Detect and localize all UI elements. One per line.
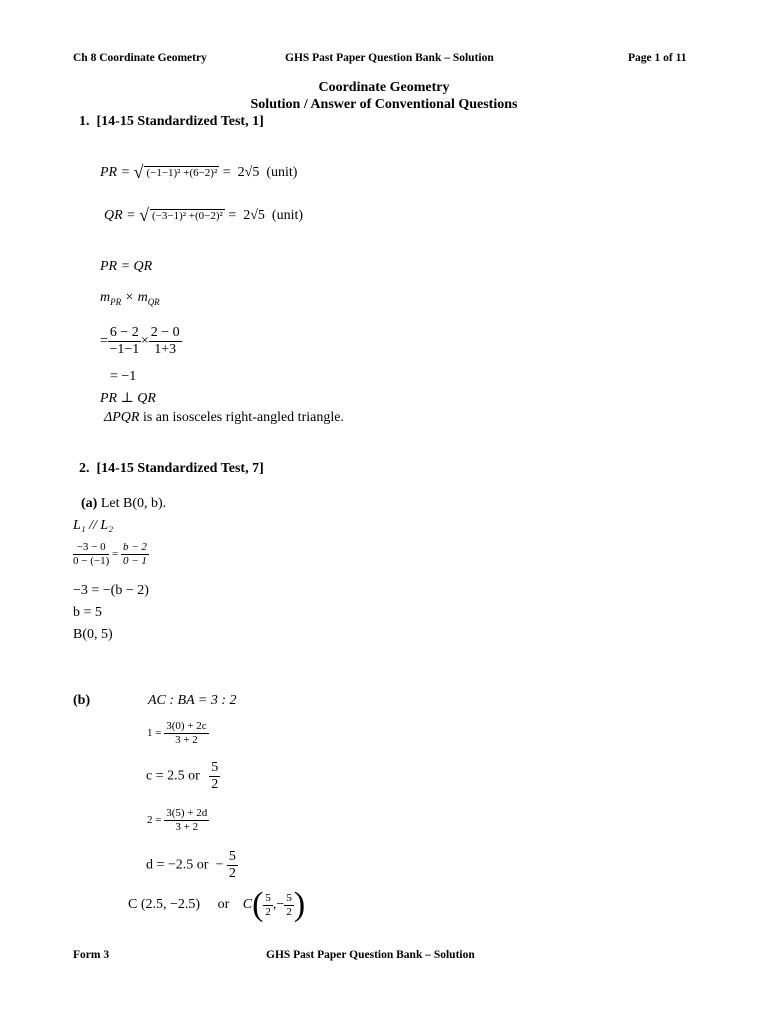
q2-d-frac-num: 5: [227, 849, 238, 866]
q1-pr-line: [100, 162, 297, 183]
q2-f2-num: b − 2: [122, 541, 147, 553]
question-1-heading: 1. [14-15 Standardized Test, 1]: [79, 114, 264, 129]
page-subtitle: Solution / Answer of Conventional Questions: [250, 97, 518, 112]
q1-triangle-name: ΔPQR: [104, 410, 140, 425]
q2-c-frac: [209, 760, 220, 793]
q2-d-num: 3(5) + 2d: [166, 807, 208, 819]
q2-final-answer: C (2.5, −2.5) or C( $\frac{5}{2}$ ,− $\frac{5}{2}$ ): [128, 886, 306, 923]
q2-part-a-label: (a): [81, 496, 98, 511]
sqrt-icon: √: [133, 162, 144, 182]
right-paren-icon: ): [293, 886, 306, 923]
q2-d-equation: [147, 807, 209, 833]
q1-slope-fractions: = $\frac{6 - 2}{-1-1}$ × $\frac{2 - 0}{1+3}$: [100, 325, 180, 358]
q2-final-c: C: [242, 897, 253, 912]
q2-final-x-den: 2: [265, 905, 271, 918]
footer-bank-title: GHS Past Paper Question Bank – Solution: [266, 949, 475, 961]
q2-d-frac-den: 2: [228, 866, 236, 882]
q1-fraction-1: [108, 325, 141, 358]
q1-slope-times: × m: [121, 290, 148, 305]
q1-perpendicular: PR ⊥ QR: [100, 391, 156, 406]
q1-slope-sub-pr: PR: [110, 296, 122, 307]
q2-c-lhs: 1 =: [147, 727, 162, 740]
q2-final-y-num: 5: [286, 891, 292, 904]
q2-c-num: 3(0) + 2c: [166, 720, 207, 732]
q2-step-3: B(0, 5): [73, 627, 113, 642]
q1-fraction-2: [149, 325, 182, 358]
q1-qr-unit: (unit): [271, 208, 304, 223]
q2-ratio: AC : BA = 3 : 2: [148, 693, 237, 708]
q2-d-frac: [227, 849, 238, 882]
q2-final-y-den: 2: [286, 905, 292, 918]
q2-d-fraction: [164, 807, 209, 833]
q1-qr-line: [104, 205, 303, 226]
q2-d-den: 3 + 2: [175, 820, 199, 833]
q2-slope-equation: $\frac{-3 - 0}{0 - (-1)}$ = $\frac{b - 2}{0 - 1}$: [73, 541, 147, 567]
q1-qr-result: = 2√5: [228, 208, 265, 223]
q1-pr-unit: (unit): [266, 165, 298, 180]
q2-part-b-label: (b): [73, 693, 91, 708]
q2-final-x: [263, 892, 273, 918]
q1-pr-equals-qr: PR = QR: [100, 259, 153, 274]
q1-slope-m1: m: [100, 290, 111, 305]
q2-c-fraction: [164, 720, 208, 746]
q1-qr-radicand: (−3−1)² +(0−2)²: [152, 210, 223, 222]
q1-qr-lhs: QR =: [104, 208, 140, 223]
q1-frac1-num: 6 − 2: [108, 325, 141, 342]
footer-form: Form 3: [73, 949, 110, 961]
q2-parallel: L₁ // L₂: [73, 518, 114, 533]
question-2-heading: 2. [14-15 Standardized Test, 7]: [79, 461, 264, 476]
q2-c-equation: [147, 720, 209, 746]
page-title: Coordinate Geometry: [318, 80, 450, 95]
q2-f2-den: 0 − 1: [122, 554, 147, 567]
q2-d-result-text: d = −2.5 or −: [146, 857, 224, 873]
q1-frac2-den: 1+3: [154, 342, 177, 358]
q1-conclusion-text: is an isosceles right-angled triangle.: [139, 410, 344, 425]
q2-fraction-l2: [121, 541, 149, 567]
header-chapter: Ch 8 Coordinate Geometry: [73, 52, 207, 64]
q2-final-decimal: C (2.5, −2.5): [128, 897, 201, 912]
q2-final-x-num: 5: [265, 891, 271, 904]
q1-frac2-num: 2 − 0: [149, 325, 182, 342]
q2-c-frac-den: 2: [211, 777, 219, 793]
q2-c-frac-num: 5: [209, 760, 220, 777]
header-page-number: Page 1 of 11: [628, 52, 687, 64]
q1-pr-radicand: (−1−1)² +(6−2)²: [146, 167, 218, 179]
q2-final-y: [284, 892, 294, 918]
q2-step-1: −3 = −(b − 2): [73, 583, 149, 598]
q2-final-or: or: [217, 897, 230, 912]
header-bank-title: GHS Past Paper Question Bank – Solution: [285, 52, 494, 64]
q1-frac1-den: −1−1: [109, 342, 140, 358]
q2-step-2: b = 5: [73, 605, 102, 620]
q1-slope-sub-qr: QR: [147, 296, 160, 307]
q1-pr-result: = 2√5: [222, 165, 260, 180]
q2-d-lhs: 2 =: [147, 814, 162, 827]
left-paren-icon: (: [252, 886, 264, 923]
q2-part-a-text: Let B(0, b).: [97, 496, 167, 511]
q1-pr-lhs: PR =: [100, 165, 134, 180]
q1-result: = −1: [110, 369, 137, 384]
q2-part-a: [81, 496, 166, 512]
q2-f1-den: 0 − (−1): [73, 554, 110, 567]
q2-c-den: 3 + 2: [175, 733, 198, 746]
q1-conclusion: [104, 410, 344, 426]
q2-c-result-text: c = 2.5 or: [146, 768, 200, 784]
sqrt-icon: √: [139, 205, 149, 225]
q2-c-result: [146, 760, 220, 793]
q1-slope-product: [100, 290, 160, 307]
q2-fraction-l1: [73, 541, 109, 567]
q2-f1-num: −3 − 0: [73, 541, 109, 555]
q2-d-result: [146, 849, 238, 882]
